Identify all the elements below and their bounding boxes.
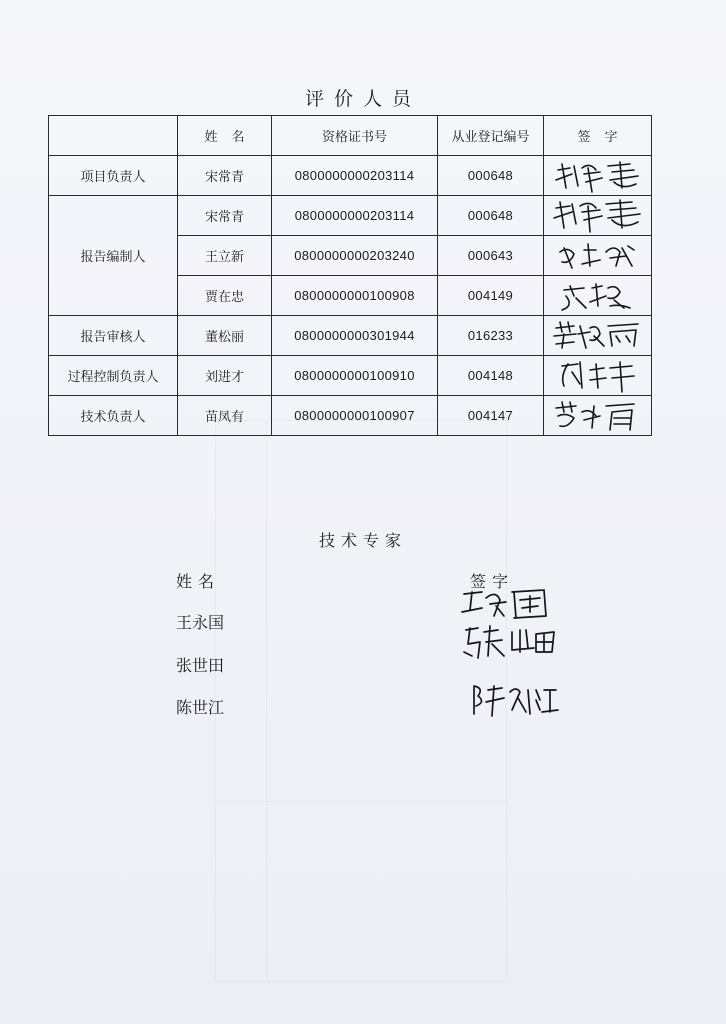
signature-cell <box>544 356 652 396</box>
reg-no-cell: 000648 <box>438 196 544 236</box>
table-row <box>49 316 652 356</box>
name-cell: 贾在忠 <box>178 276 272 316</box>
expert-name: 王永国 <box>176 613 225 632</box>
handwritten-signature <box>550 318 646 354</box>
header-name: 姓名 <box>178 116 272 156</box>
table-row <box>49 396 652 436</box>
cert-no-cell: 0800000000100910 <box>272 356 438 396</box>
page-title: 评价人员 <box>304 88 421 110</box>
name-cell: 苗凤有 <box>178 396 272 436</box>
reg-no-cell: 004148 <box>438 356 544 396</box>
reg-no-cell: 004149 <box>438 276 544 316</box>
reg-no-cell: 004147 <box>438 396 544 436</box>
table-row <box>49 196 652 236</box>
name-cell: 刘进才 <box>178 356 272 396</box>
name-cell: 董松丽 <box>178 316 272 356</box>
reg-no-cell: 016233 <box>438 316 544 356</box>
expert-signature <box>470 680 560 720</box>
cert-no-cell: 0800000000203114 <box>272 196 438 236</box>
expert-name: 张世田 <box>176 656 225 675</box>
handwritten-signature <box>550 278 646 314</box>
table-header-row <box>49 116 652 156</box>
table-row <box>49 356 652 396</box>
role-cell: 技术负责人 <box>49 396 178 436</box>
name-cell: 宋常青 <box>178 156 272 196</box>
reg-no-cell: 000648 <box>438 156 544 196</box>
role-cell: 项目负责人 <box>49 156 178 196</box>
handwritten-signature <box>550 238 646 274</box>
expert-signature <box>462 622 558 662</box>
experts-name-label: 姓名 <box>176 572 221 591</box>
header-role <box>49 116 178 156</box>
header-sign: 签字 <box>544 116 652 156</box>
cert-no-cell: 0800000000203240 <box>272 236 438 276</box>
evaluator-table <box>48 115 652 436</box>
expert-signature <box>460 586 556 624</box>
expert-name: 陈世江 <box>176 698 225 717</box>
signature-cell <box>544 156 652 196</box>
cert-no-cell: 0800000000301944 <box>272 316 438 356</box>
header-reg-no: 从业登记编号 <box>438 116 544 156</box>
handwritten-signature <box>550 158 646 194</box>
role-cell: 报告审核人 <box>49 316 178 356</box>
cert-no-cell: 0800000000100907 <box>272 396 438 436</box>
signature-cell <box>544 316 652 356</box>
experts-sign-label: 签字 <box>470 572 515 591</box>
header-cert-no: 资格证书号 <box>272 116 438 156</box>
bleed-through-ghost <box>215 420 507 982</box>
signature-cell <box>544 276 652 316</box>
handwritten-signature <box>550 198 646 234</box>
signature-cell <box>544 396 652 436</box>
reg-no-cell: 000643 <box>438 236 544 276</box>
experts-title: 技术专家 <box>318 531 407 550</box>
name-cell: 王立新 <box>178 236 272 276</box>
handwritten-signature <box>550 358 646 394</box>
name-cell: 宋常青 <box>178 196 272 236</box>
table-row <box>49 156 652 196</box>
signature-cell <box>544 196 652 236</box>
handwritten-signature <box>550 398 646 434</box>
cert-no-cell: 0800000000100908 <box>272 276 438 316</box>
role-cell: 报告编制人 <box>49 196 178 316</box>
signature-cell <box>544 236 652 276</box>
cert-no-cell: 0800000000203114 <box>272 156 438 196</box>
role-cell: 过程控制负责人 <box>49 356 178 396</box>
